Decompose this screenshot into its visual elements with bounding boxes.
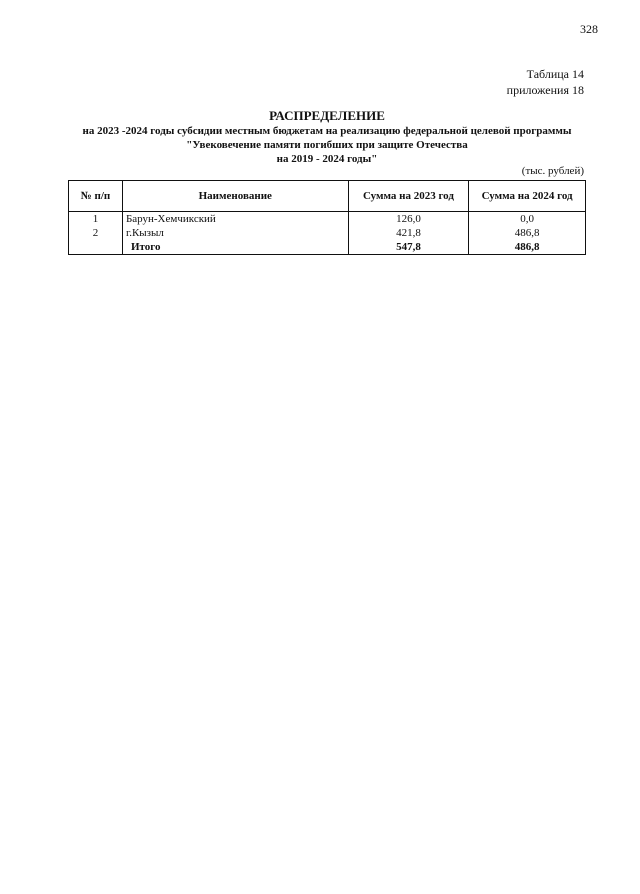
title-block [68, 108, 586, 166]
header-sum-2024: Сумма на 2024 год [469, 181, 586, 212]
page-number: 328 [580, 22, 598, 36]
row-number: 2 [69, 226, 123, 240]
total-sum-2023: 547,8 [348, 240, 469, 255]
table-reference [507, 66, 584, 98]
row-number: 1 [69, 212, 123, 227]
table-ref-line2: приложения 18 [506, 83, 584, 97]
row-name: г.Кызыл [122, 226, 348, 240]
row-name: Барун-Хемчикский [122, 212, 348, 227]
header-number: № п/п [69, 181, 123, 212]
total-row [69, 240, 586, 255]
row-sum-2023: 421,8 [348, 226, 469, 240]
table-row [69, 212, 586, 227]
total-label: Итого [122, 240, 348, 255]
total-number [69, 240, 123, 255]
table-row [69, 226, 586, 240]
header-name: Наименование [122, 181, 348, 212]
total-sum-2024: 486,8 [469, 240, 586, 255]
table-header-row [69, 181, 586, 212]
distribution-table [68, 180, 586, 255]
row-sum-2024: 486,8 [469, 226, 586, 240]
header-sum-2023: Сумма на 2023 год [348, 181, 469, 212]
subtitle-line-2: "Увековечение памяти погибших при защите Отечества [186, 139, 468, 151]
row-sum-2023: 126,0 [348, 212, 469, 227]
document-title: РАСПРЕДЕЛЕНИЕ [269, 108, 385, 123]
row-sum-2024: 0,0 [469, 212, 586, 227]
table-ref-line1: Таблица 14 [526, 67, 584, 81]
units-label: (тыс. рублей) [521, 165, 584, 177]
subtitle-line-3: на 2019 - 2024 годы" [276, 153, 378, 165]
subtitle-line-1: на 2023 -2024 годы субсидии местным бюджетам на реализацию федеральной целевой программы [82, 125, 572, 137]
